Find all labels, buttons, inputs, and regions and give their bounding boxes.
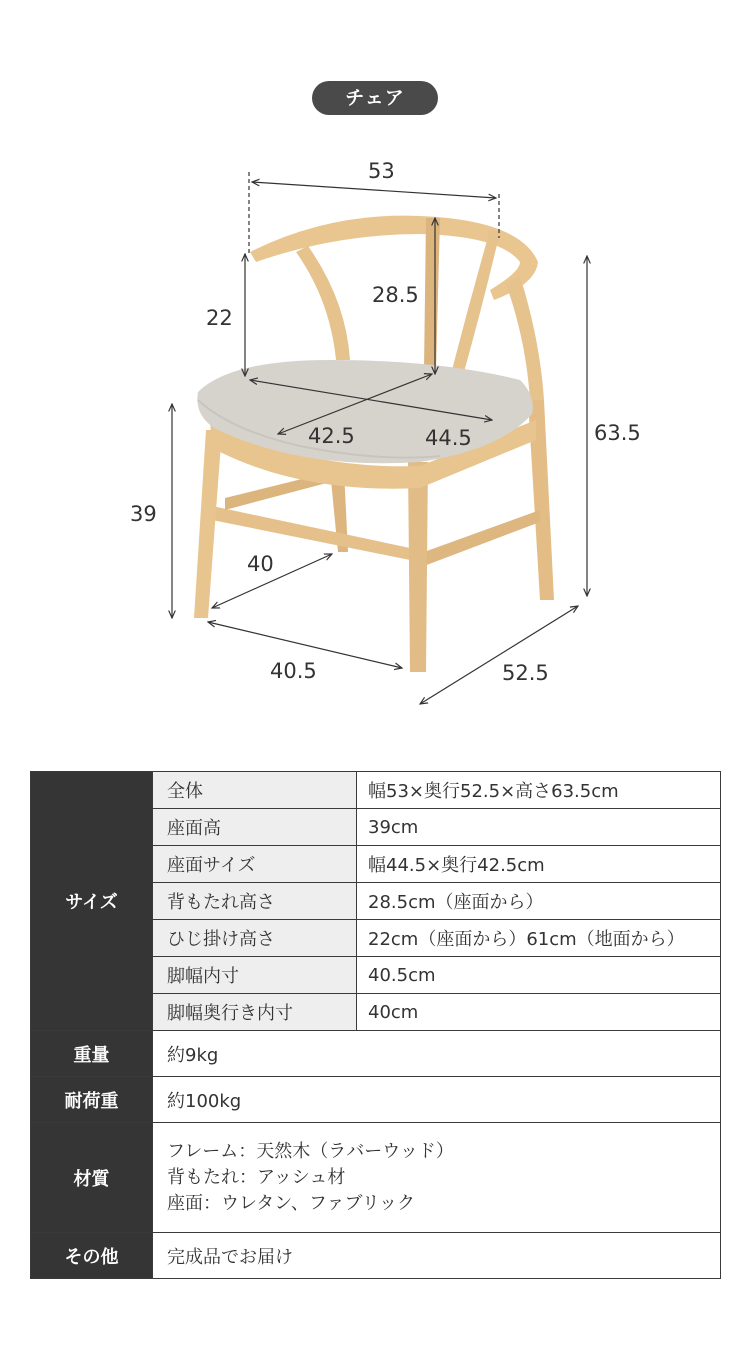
dim-seat-width: 44.5 [425, 426, 472, 450]
spec-value: 40cm [357, 994, 721, 1031]
material-line: フレーム：天然木（ラバーウッド） [167, 1140, 454, 1162]
spec-value: 39cm [357, 809, 721, 846]
dim-depth-total: 52.5 [502, 661, 549, 685]
spec-label: 脚幅奥行き内寸 [153, 994, 357, 1031]
spec-label: 背もたれ高さ [153, 883, 357, 920]
spec-row-weight [31, 1031, 721, 1077]
category-size: サイズ [31, 772, 153, 1031]
spec-value: 幅44.5×奥行42.5cm [357, 846, 721, 883]
spec-value: 40.5cm [357, 957, 721, 994]
product-type-label: チェア [312, 81, 438, 115]
spec-value: 幅53×奥行52.5×高さ63.5cm [357, 772, 721, 809]
spec-label: 座面高 [153, 809, 357, 846]
dim-seat-depth: 42.5 [308, 424, 355, 448]
spec-value: 28.5cm（座面から） [357, 883, 721, 920]
weight-value: 約9kg [153, 1031, 721, 1077]
spec-row-load [31, 1077, 721, 1123]
material-value [153, 1123, 721, 1233]
category-material: 材質 [31, 1123, 153, 1233]
spec-value: 22cm（座面から）61cm（地面から） [357, 920, 721, 957]
spec-label: ひじ掛け高さ [153, 920, 357, 957]
spec-row-material [31, 1123, 721, 1233]
other-value: 完成品でお届け [153, 1233, 721, 1279]
spec-table [30, 771, 721, 1279]
dim-armrest-height: 22 [206, 306, 233, 330]
spec-label: 脚幅内寸 [153, 957, 357, 994]
material-line: 背もたれ：アッシュ材 [167, 1166, 346, 1188]
load-value: 約100kg [153, 1077, 721, 1123]
category-other: その他 [31, 1233, 153, 1279]
dim-seat-height: 39 [130, 502, 157, 526]
dim-width-top: 53 [368, 159, 395, 183]
material-line: 座面：ウレタン、ファブリック [167, 1192, 416, 1214]
spec-row [31, 772, 721, 809]
spec-label: 座面サイズ [153, 846, 357, 883]
dim-inner-depth: 40 [247, 552, 274, 576]
dim-inner-width: 40.5 [270, 659, 317, 683]
dim-total-height: 63.5 [594, 421, 641, 445]
spec-label: 全体 [153, 772, 357, 809]
spec-row-other [31, 1233, 721, 1279]
category-weight: 重量 [31, 1031, 153, 1077]
category-load: 耐荷重 [31, 1077, 153, 1123]
dim-backrest-height: 28.5 [372, 283, 419, 307]
